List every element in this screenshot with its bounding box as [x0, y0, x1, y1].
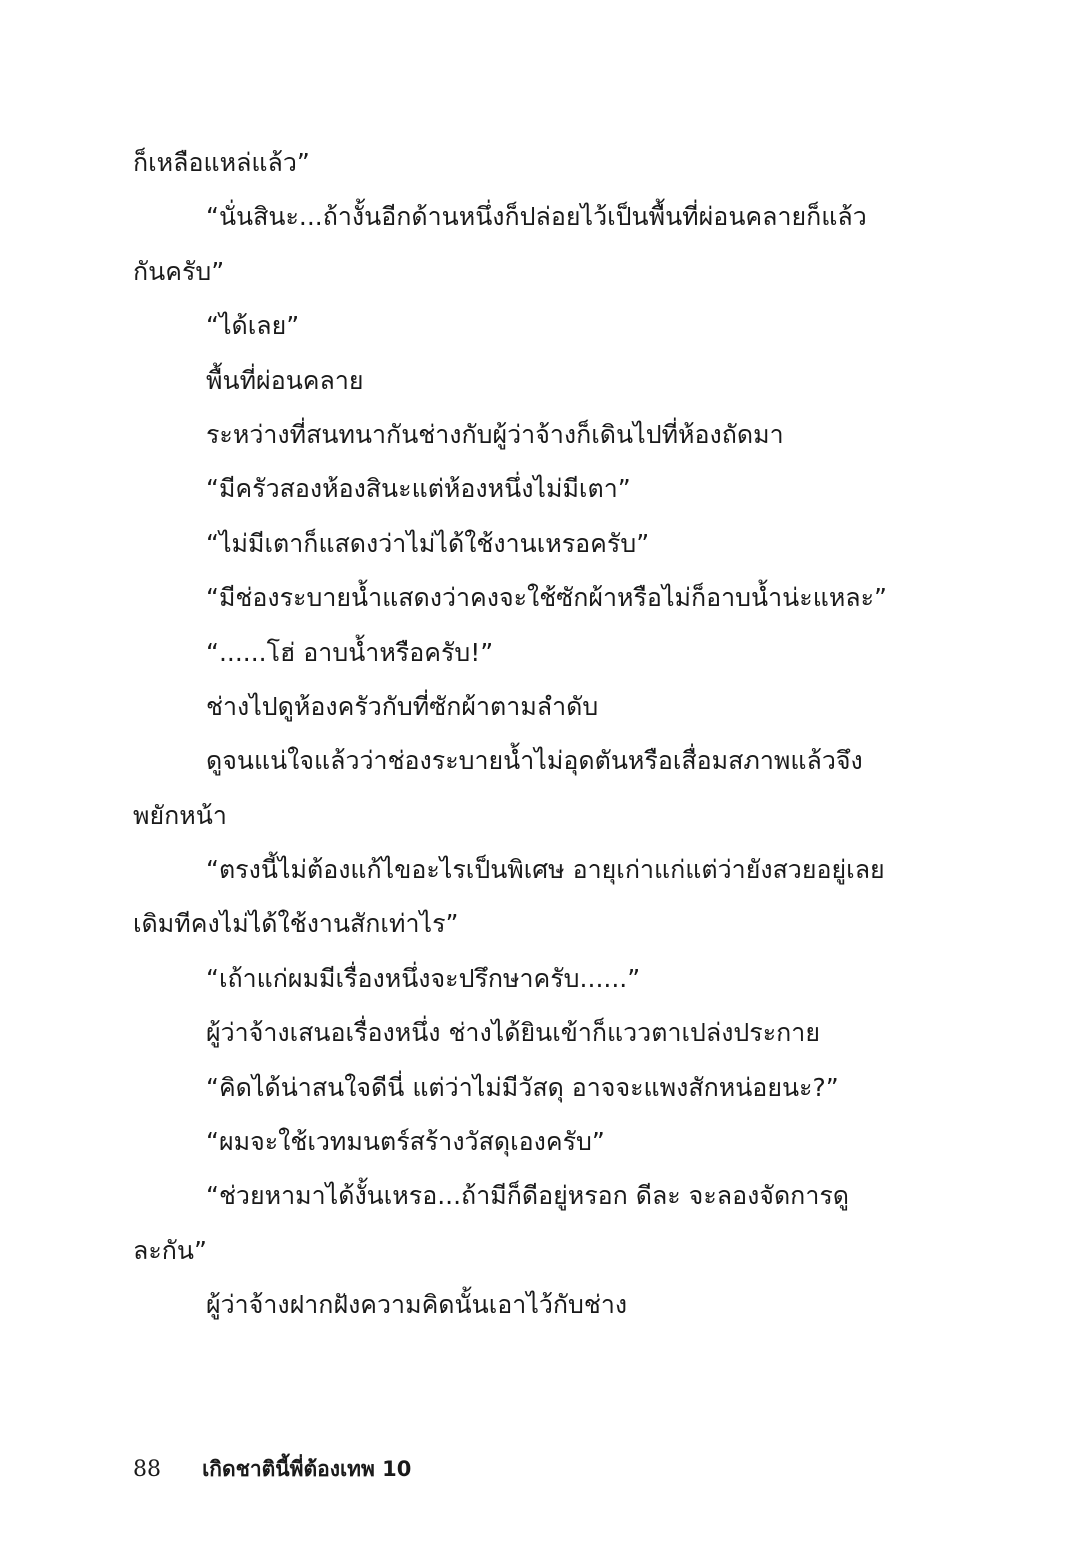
page-footer — [133, 1452, 411, 1486]
book-title: เกิดชาตินี้พี่ต้องเทพ 10 — [202, 1457, 412, 1481]
text-line: “ได้เลย” — [206, 311, 300, 341]
text-line: “ผมจะใช้เวทมนตร์สร้างวัสดุเองครับ” — [206, 1127, 605, 1157]
text-line: พยักหน้า — [133, 800, 227, 830]
text-line: “มีครัวสองห้องสินะแต่ห้องหนึ่งไม่มีเตา” — [206, 474, 631, 504]
text-line: ช่างไปดูห้องครัวกับที่ซักผ้าตามลำดับ — [206, 691, 599, 721]
text-line: ดูจนแน่ใจแล้วว่าช่องระบายน้ำไม่อุดตันหรือเสื่อมสภาพแล้วจึง — [206, 746, 863, 776]
text-line: ละกัน” — [133, 1235, 207, 1265]
text-line: “มีช่องระบายน้ำแสดงว่าคงจะใช้ซักผ้าหรือไม่ก็อาบน้ำน่ะแหละ” — [206, 583, 887, 613]
text-line: “คิดได้น่าสนใจดีนี่ แต่ว่าไม่มีวัสดุ อาจจะแพงสักหน่อยนะ?” — [206, 1072, 839, 1102]
text-line: “ช่วยหามาได้งั้นเหรอ...ถ้ามีก็ดีอยู่หรอก ดีละ จะลองจัดการดู — [206, 1181, 850, 1211]
text-line: “เถ้าแก่ผมมีเรื่องหนึ่งจะปรึกษาครับ......” — [206, 963, 641, 993]
text-line: ระหว่างที่สนทนากันช่างกับผู้ว่าจ้างก็เดินไปที่ห้องถัดมา — [206, 419, 784, 449]
text-line: ก็เหลือแหล่แล้ว” — [133, 148, 310, 177]
text-line: “ตรงนี้ไม่ต้องแก้ไขอะไรเป็นพิเศษ อายุเก่าแก่แต่ว่ายังสวยอยู่เลย — [206, 855, 885, 885]
text-line: ผู้ว่าจ้างเสนอเรื่องหนึ่ง ช่างได้ยินเข้าก็แววตาเปล่งประกาย — [206, 1018, 820, 1048]
body-text — [133, 136, 893, 1333]
text-line: “นั่นสินะ...ถ้างั้นอีกด้านหนึ่งก็ปล่อยไว้เป็นพื้นที่ผ่อนคลายก็แล้ว — [206, 202, 867, 232]
text-line: “ไม่มีเตาก็แสดงว่าไม่ได้ใช้งานเหรอครับ” — [206, 528, 650, 558]
text-line: พื้นที่ผ่อนคลาย — [206, 365, 364, 395]
text-line: ผู้ว่าจ้างฝากฝังความคิดนั้นเอาไว้กับช่าง — [206, 1290, 628, 1320]
text-line: เดิมทีคงไม่ได้ใช้งานสักเท่าไร” — [133, 909, 459, 939]
text-line: “......โฮ่ อาบน้ำหรือครับ!” — [206, 637, 494, 667]
text-line: กันครับ” — [133, 256, 225, 286]
page-number: 88 — [133, 1457, 161, 1482]
